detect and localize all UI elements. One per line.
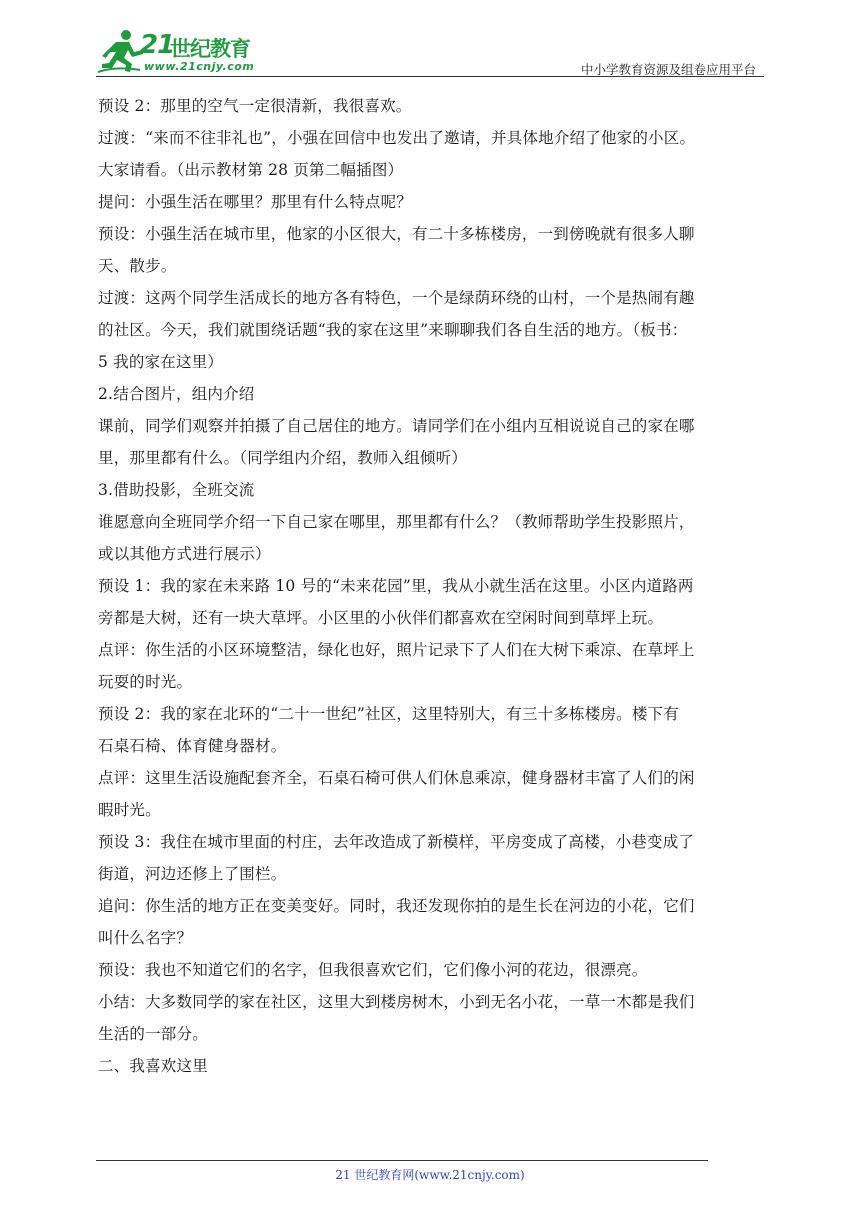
logo-21-text: 21: [140, 30, 175, 60]
text-line: 街道，河边还修上了围栏。: [98, 865, 287, 883]
platform-tagline: 中小学教育资源及组卷应用平台: [580, 62, 756, 77]
text-line: 生活的一部分。: [98, 1025, 208, 1043]
footer-link[interactable]: 21 世纪教育网(www.21cnjy.com): [335, 1168, 525, 1182]
text-line: 2.结合图片，组内介绍: [98, 385, 255, 403]
logo-brand-text: 世纪教育: [170, 37, 250, 61]
text-line: 预设：小强生活在城市里，他家的小区很大，有二十多栋楼房，一到傍晚就有很多人聊: [98, 225, 695, 243]
text-line: 5 我的家在这里）: [98, 353, 224, 371]
page-header: [96, 26, 764, 78]
text-line: 或以其他方式进行展示）: [98, 545, 271, 563]
text-line: 3.借助投影，全班交流: [98, 481, 255, 499]
text-line: 暇时光。: [98, 801, 161, 819]
text-line: 预设 3：我住在城市里面的村庄，去年改造成了新模样，平房变成了高楼，小巷变成了: [98, 833, 695, 851]
text-line: 天、散步。: [98, 257, 177, 275]
text-line: 旁都是大树，还有一块大草坪。小区里的小伙伴们都喜欢在空闲时间到草坪上玩。: [98, 609, 664, 627]
text-line: 的社区。今天，我们就围绕话题“我的家在这里”来聊聊我们各自生活的地方。（板书：: [98, 321, 688, 339]
logo-url-text: www.21cnjy.com: [144, 60, 255, 73]
text-line: 点评：这里生活设施配套齐全，石桌石椅可供人们休息乘凉，健身器材丰富了人们的闲: [98, 769, 695, 787]
header-divider: [96, 76, 764, 77]
text-line: 课前，同学们观察并拍摄了自己居住的地方。请同学们在小组内互相说说自己的家在哪: [98, 417, 695, 435]
text-line: 里，那里都有什么。（同学组内介绍，教师入组倾听）: [98, 449, 468, 467]
footer-divider: [96, 1160, 708, 1161]
text-line: 预设 2：我的家在北环的“二十一世纪”社区，这里特别大，有三十多栋楼房。楼下有: [98, 705, 679, 723]
text-line: 预设 1：我的家在未来路 10 号的“未来花园”里，我从小就生活在这里。小区内道路两: [98, 577, 694, 595]
text-line: 预设 2：那里的空气一定很清新，我很喜欢。: [98, 97, 412, 115]
text-line: 小结：大多数同学的家在社区，这里大到楼房树木，小到无名小花，一草一木都是我们: [98, 993, 695, 1011]
text-line: 玩耍的时光。: [98, 673, 193, 691]
text-line: 预设：我也不知道它们的名字，但我很喜欢它们，它们像小河的花边，很漂亮。: [98, 961, 648, 979]
text-line: 提问：小强生活在哪里？那里有什么特点呢？: [98, 193, 413, 211]
text-line: 叫什么名字？: [98, 929, 193, 947]
text-line: 点评：你生活的小区环境整洁，绿化也好，照片记录下了人们在大树下乘凉、在草坪上: [98, 641, 695, 659]
site-logo[interactable]: [96, 28, 256, 76]
text-line: 石桌石椅、体育健身器材。: [98, 737, 287, 755]
document-body: [98, 90, 766, 1082]
text-line: 二、我喜欢这里: [98, 1057, 208, 1075]
text-line: 过渡：“来而不往非礼也”，小强在回信中也发出了邀请，并具体地介绍了他家的小区。: [98, 129, 696, 147]
text-line: 大家请看。（出示教材第 28 页第二幅插图）: [98, 161, 404, 179]
text-line: 追问：你生活的地方正在变美变好。同时，我还发现你拍的是生长在河边的小花，它们: [98, 897, 695, 915]
text-line: 谁愿意向全班同学介绍一下自己家在哪里，那里都有什么？（教师帮助学生投影照片，: [98, 513, 695, 531]
text-line: 过渡：这两个同学生活成长的地方各有特色，一个是绿荫环绕的山村，一个是热闹有趣: [98, 289, 695, 307]
